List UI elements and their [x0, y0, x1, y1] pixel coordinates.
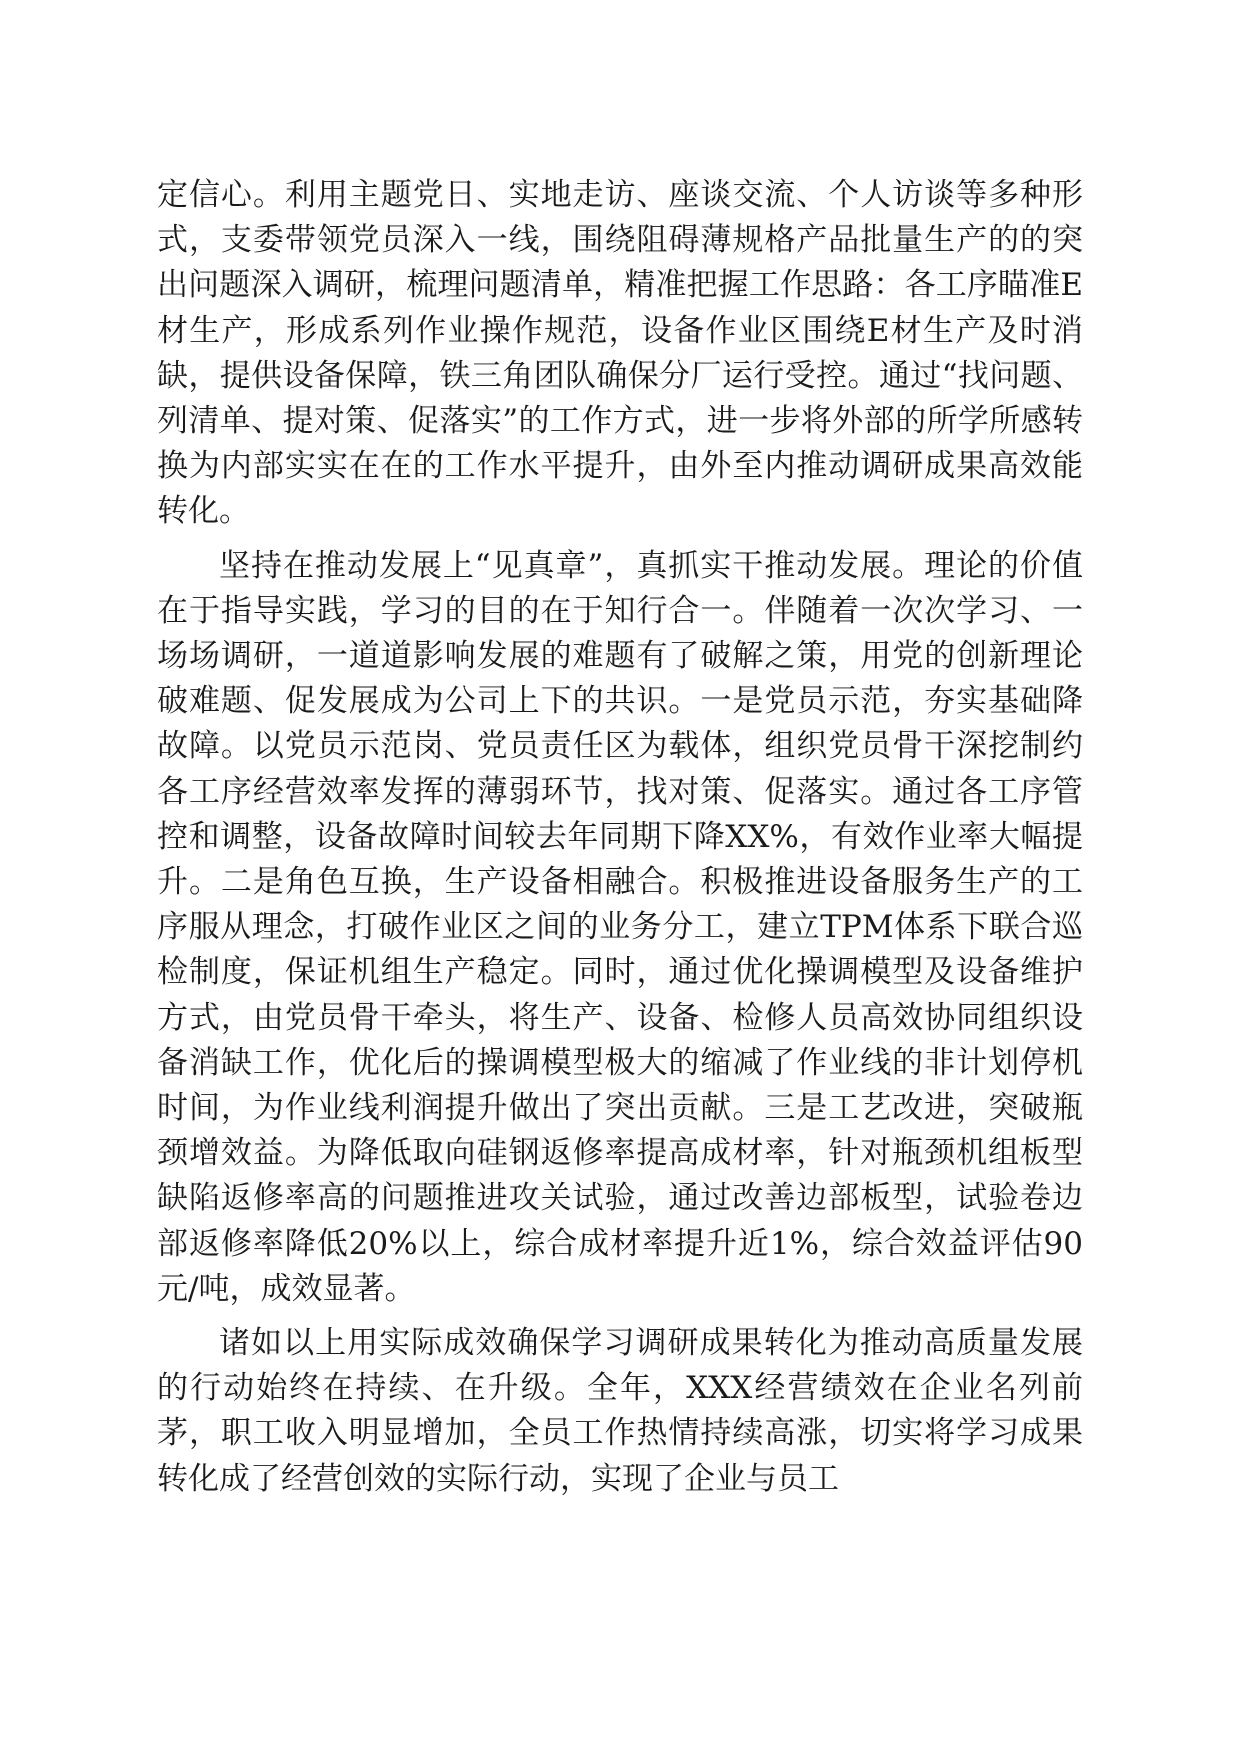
document-body	[157, 173, 1083, 1511]
paragraph-development: 坚持在推动发展上“见真章”，真抓实干推动发展。理论的价值在于指导实践，学习的目的在于知行合一。伴随着一次次学习、一场场调研，一道道影响发展的难题有了破解之策，用党的创新理论破难题、促发展成为公司上下的共识。一是党员示范，夯实基础降故障。以党员示范岗、党员责任区为载体，组织党员骨干深挖制约各工序经营效率发挥的薄弱环节，找对策、促落实。通过各工序管控和调整，设备故障时间较去年同期下降XX%，有效作业率大幅提升。二是角色互换，生产设备相融合。积极推进设备服务生产的工序服从理念，打破作业区之间的业务分工，建立TPM体系下联合巡检制度，保证机组生产稳定。同时，通过优化操调模型及设备维护方式，由党员骨干牵头，将生产、设备、检修人员高效协同组织设备消缺工作，优化后的操调模型极大的缩减了作业线的非计划停机时间，为作业线利润提升做出了突出贡献。三是工艺改进，突破瓶颈增效益。为降低取向硅钢返修率提高成材率，针对瓶颈机组板型缺陷返修率高的问题推进攻关试验，通过改善边部板型，试验卷边部返修率降低20%以上，综合成材率提升近1%，综合效益评估90元/吨，成效显著。	[157, 547, 1083, 1307]
paragraph-continued: 定信心。利用主题党日、实地走访、座谈交流、个人访谈等多种形式，支委带领党员深入一线，围绕阻碍薄规格产品批量生产的的突出问题深入调研，梳理问题清单，精准把握工作思路：各工序瞄准E材生产，形成系列作业操作规范，设备作业区围绕E材生产及时消缺，提供设备保障，铁三角团队确保分厂运行受控。通过“找问题、列清单、提对策、促落实”的工作方式，进一步将外部的所学所感转换为内部实实在在的工作水平提升，由外至内推动调研成果高效能转化。	[157, 177, 1083, 530]
paragraph-results: 诸如以上用实际成效确保学习调研成果转化为推动高质量发展的行动始终在持续、在升级。全年，XXX经营绩效在企业名列前茅，职工收入明显增加，全员工作热情持续高涨，切实将学习成果转化成了经营创效的实际行动，实现了企业与员工	[157, 1325, 1083, 1497]
